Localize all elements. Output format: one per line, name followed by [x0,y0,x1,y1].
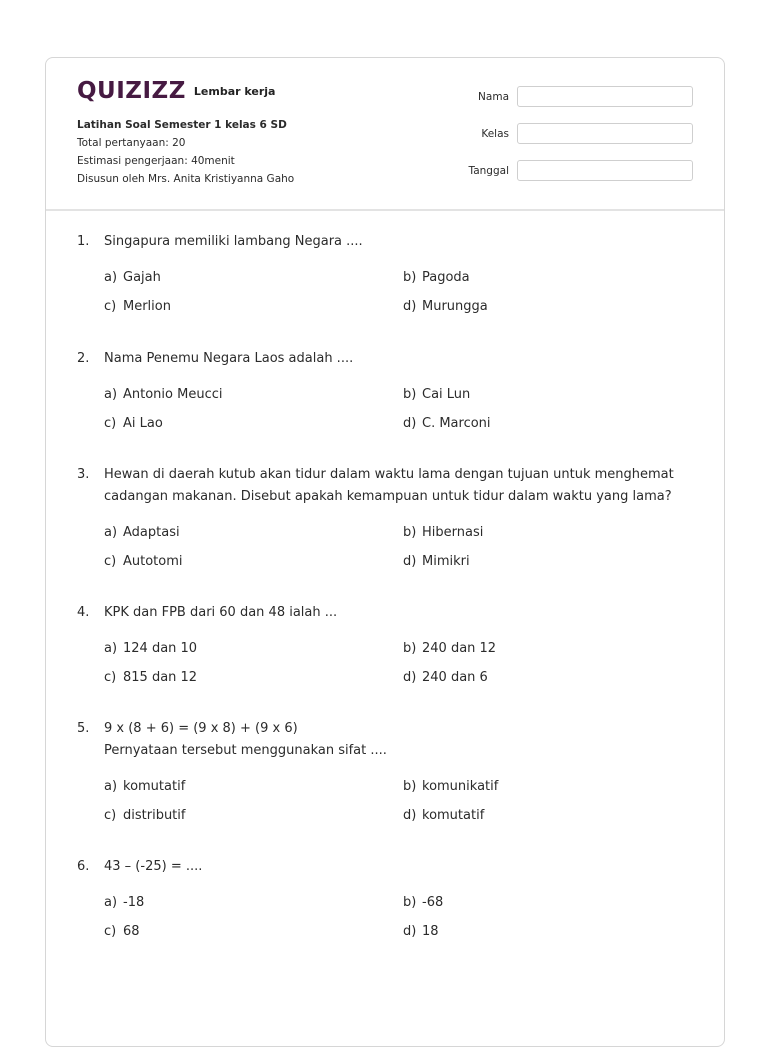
answer-options [104,892,697,943]
question-text-line: cadangan makanan. Disebut apakah kemampuan untuk tidur dalam waktu yang lama? [104,489,672,504]
question-item [77,348,697,435]
question-item [77,464,697,573]
option-letter: a) [104,525,118,540]
option-text: -68 [422,895,444,910]
answer-option [104,522,403,544]
worksheet-title: Latihan Soal Semester 1 kelas 6 SD [77,119,287,131]
option-text: Pagoda [422,270,470,285]
answer-option [104,413,403,435]
question-item [77,856,697,943]
option-text: C. Marconi [422,416,491,431]
answer-option [403,776,693,798]
answer-option [403,638,693,660]
question-text [104,348,697,370]
option-letter: c) [104,808,117,823]
answer-options [104,384,697,435]
name-input[interactable] [517,86,693,107]
answer-option [403,892,693,914]
question-text [104,231,697,253]
option-text: -18 [123,895,145,910]
question-text [104,718,697,762]
option-text: 240 dan 6 [422,670,488,685]
answer-option [403,667,693,689]
option-text: 68 [123,924,140,939]
answer-options [104,267,697,318]
answer-option [104,267,403,289]
option-letter: b) [403,270,417,285]
option-letter: d) [403,808,417,823]
question-number: 5. [77,721,90,736]
answer-option [403,384,693,406]
answer-option [403,921,693,943]
answer-option [104,296,403,318]
total-questions: Total pertanyaan: 20 [77,137,186,149]
question-stem [77,856,697,878]
option-letter: d) [403,416,417,431]
option-text: Hibernasi [422,525,484,540]
worksheet-meta [77,116,294,188]
answer-option [104,551,403,573]
date-input[interactable] [517,160,693,181]
question-number: 2. [77,351,90,366]
author-line: Disusun oleh Mrs. Anita Kristiyanna Gaho [77,173,295,185]
option-text: Merlion [123,299,171,314]
question-text-line: Nama Penemu Negara Laos adalah .... [104,351,354,366]
name-field-row [449,86,693,107]
answer-option [403,522,693,544]
answer-options [104,776,697,827]
option-letter: a) [104,387,118,402]
option-letter: d) [403,924,417,939]
question-number: 4. [77,605,90,620]
brand-row [77,80,275,103]
option-letter: c) [104,670,117,685]
answer-option [104,776,403,798]
question-stem [77,718,697,762]
question-stem [77,348,697,370]
option-text: Ai Lao [123,416,163,431]
answer-option [403,413,693,435]
option-letter: b) [403,641,417,656]
answer-option [104,892,403,914]
worksheet-header [46,58,724,211]
answer-option [104,667,403,689]
question-text-line: 9 x (8 + 6) = (9 x 8) + (9 x 6) [104,721,298,736]
answer-option [104,384,403,406]
option-letter: c) [104,416,117,431]
question-number: 6. [77,859,90,874]
answer-option [403,551,693,573]
question-text [104,602,697,624]
option-letter: b) [403,779,417,794]
question-text-line: 43 – (-25) = .... [104,859,203,874]
option-text: Adaptasi [123,525,180,540]
option-letter: b) [403,387,417,402]
question-text-line: KPK dan FPB dari 60 dan 48 ialah ... [104,605,338,620]
question-stem [77,464,697,508]
answer-option [403,805,693,827]
class-field-row [449,123,693,144]
option-letter: b) [403,525,417,540]
option-text: komutatif [123,779,186,794]
option-letter: d) [403,299,417,314]
option-text: Murungga [422,299,488,314]
option-text: 815 dan 12 [123,670,198,685]
question-text-line: Pernyataan tersebut menggunakan sifat .... [104,743,387,758]
date-label: Tanggal [468,164,509,177]
option-text: Autotomi [123,554,183,569]
name-label: Nama [478,90,509,103]
question-item [77,718,697,827]
option-letter: a) [104,895,118,910]
option-letter: c) [104,299,117,314]
option-letter: a) [104,779,118,794]
option-text: komunikatif [422,779,499,794]
option-text: Gajah [123,270,161,285]
option-text: 18 [422,924,439,939]
time-estimate: Estimasi pengerjaan: 40menit [77,155,235,167]
option-text: 124 dan 10 [123,641,198,656]
question-text [104,464,697,508]
question-number: 1. [77,234,90,249]
option-text: Cai Lun [422,387,471,402]
answer-option [403,296,693,318]
question-stem [77,231,697,253]
option-text: distributif [123,808,186,823]
option-text: Mimikri [422,554,470,569]
question-text [104,856,697,878]
answer-options [104,638,697,689]
class-input[interactable] [517,123,693,144]
option-letter: b) [403,895,417,910]
answer-option [104,921,403,943]
option-letter: d) [403,554,417,569]
option-text: komutatif [422,808,485,823]
answer-option [403,267,693,289]
answer-options [104,522,697,573]
answer-option [104,638,403,660]
option-letter: d) [403,670,417,685]
quizizz-logo: QUIZIZZ [77,78,186,104]
answer-option [104,805,403,827]
option-text: 240 dan 12 [422,641,497,656]
question-number: 3. [77,467,90,482]
date-field-row [449,160,693,181]
question-item [77,602,697,689]
question-list [77,231,697,972]
question-stem [77,602,697,624]
question-text-line: Singapura memiliki lambang Negara .... [104,234,363,249]
option-letter: c) [104,924,117,939]
option-letter: a) [104,270,118,285]
class-label: Kelas [481,127,509,140]
option-letter: c) [104,554,117,569]
worksheet-card [45,57,725,1047]
option-letter: a) [104,641,118,656]
option-text: Antonio Meucci [123,387,223,402]
worksheet-label: Lembar kerja [193,85,276,98]
question-item [77,231,697,318]
question-text-line: Hewan di daerah kutub akan tidur dalam waktu lama dengan tujuan untuk menghemat [104,467,674,482]
